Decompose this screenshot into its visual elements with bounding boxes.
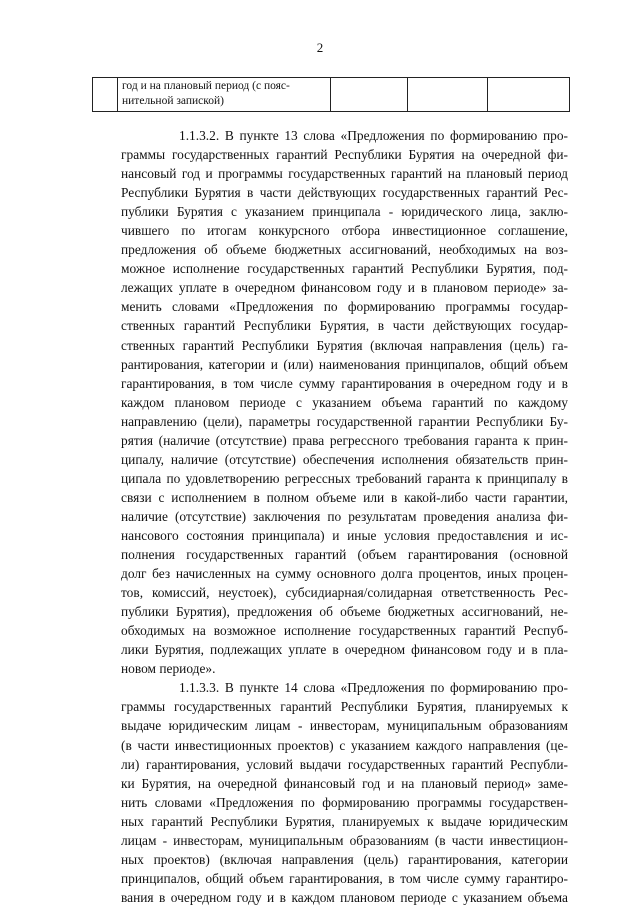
- text-line: ных гарантий Республики Бурятия, планируемых к выдаче юридическим: [121, 813, 568, 829]
- text-line: каждом плановом периоде с указанием объема гарантий по каждому: [121, 394, 568, 410]
- text-line: можное исполнение государственных гарантий Республики Бурятия, под-: [121, 261, 568, 277]
- text-line: принципалов, общий объем гарантирования, в том числе сумму гарантиро-: [121, 870, 568, 886]
- text-line: ципалу, наличие (отсутствие) обеспечения исполнения обязательств прин-: [121, 451, 568, 467]
- text-line: менить словами «Предложения по формированию программы государ-: [121, 299, 568, 315]
- document-body: [121, 126, 568, 907]
- text-line: направлению (цели), параметры государственной гарантии Республики Бу-: [121, 413, 568, 429]
- text-line: нансового состояния принципала) и иные условия предоставлєния и ис-: [121, 527, 568, 543]
- text-line: ки Бурятия, на очередной финансовый год и на плановый период» заме-: [121, 775, 568, 791]
- text-line: нить словами «Предложения по формированию программы государствен-: [121, 794, 568, 810]
- text-line: 1.1.3.2. В пункте 13 слова «Предложения по формированию про-: [179, 128, 568, 143]
- text-line: публики Бурятия), предложения об объеме бюджетных ассигнований, не-: [121, 604, 568, 620]
- table-cell: [331, 78, 408, 112]
- text-line: граммы государственных гарантий Республики Бурятия, планируемых к: [121, 699, 568, 715]
- text-line: рантирования, категории и (или) наименования принципалов, общий объем: [121, 356, 568, 372]
- text-line: 1.1.3.3. В пункте 14 слова «Предложения по формированию про-: [179, 680, 568, 696]
- text-line: наличие (отсутствие) заключения по результатам проведения анализа фи-: [121, 508, 568, 524]
- text-line: выдаче юридическим лицам - инвесторам, муниципальным образованиям: [121, 718, 568, 734]
- text-line: вания в очередном году и в каждом плановом периоде с указанием объема: [121, 889, 568, 905]
- text-line: лежащих уплате в очередном финансовом году и в плановом периоде» за-: [121, 280, 568, 296]
- text-line: ственных гарантий Республики Бурятия, в части действующих государ-: [121, 318, 568, 334]
- text-line: Республики Бурятия в части действующих государственных гарантий Рес-: [121, 185, 568, 201]
- text-line: связи с исполнением в полном объеме или в какой-либо части гарантии,: [121, 489, 568, 505]
- table-row: [93, 78, 570, 112]
- text-line: предложения об объеме бюджетных ассигнований, необходимых на воз-: [121, 242, 568, 258]
- text-line: чившего по итогам конкурсного отбора инвестиционное соглашение,: [121, 223, 568, 239]
- text-line: граммы государственных гарантий Республики Бурятия на очередной фи-: [121, 147, 568, 163]
- text-line: гарантирования, в том числе сумму гарантирования в очередном году и в: [121, 375, 568, 391]
- text-line: ных проектов) (включая направления (цель) гарантирования, категории: [121, 851, 568, 867]
- text-line: ли) гарантирования, условий выдачи государственных гарантий Республи-: [121, 756, 568, 772]
- text-line: рятия (наличие (отсутствие) права регрессного требования гаранта к прин-: [121, 432, 568, 448]
- text-line: лицам - инвесторам, муниципальным образованиям (в части инвестицион-: [121, 832, 568, 848]
- table-cell: [408, 78, 488, 112]
- text-line: лики Бурятия, подлежащих уплате в очередном финансовом году и в пла-: [121, 642, 568, 658]
- table-cell: [93, 78, 118, 112]
- text-line: нансовый год и программы государственных гарантий на плановый период: [121, 166, 568, 182]
- text-line: публики Бурятия с указанием принципала - юридического лица, заклю-: [121, 204, 568, 220]
- text-line: тов, комиссий, неустоек), субсидиарная/солидарная ответственность Рес-: [121, 585, 568, 601]
- text-line: ципала по удовлетворению регрессных требований гаранта к принципалу в: [121, 470, 568, 486]
- text-line: ственных гарантий Республики Бурятия (включая направления (цель) га-: [121, 337, 568, 353]
- table-cell: год и на плановый период (с пояс- нительной запиской): [118, 78, 331, 112]
- table-cell: [488, 78, 570, 112]
- text-line: (в части инвестиционных проектов) с указанием каждого направления (це-: [121, 737, 568, 753]
- paragraph: [121, 678, 568, 907]
- text-line: полнения государственных гарантий (объем гарантирования (основной: [121, 547, 568, 563]
- text-line: новом периоде».: [121, 661, 216, 677]
- table-fragment: [92, 77, 570, 112]
- page-number: 2: [316, 40, 324, 55]
- text-line: обходимых на возможное исполнение государственных гарантий Респуб-: [121, 623, 568, 639]
- text-line: долг без начисленных на сумму основного долга процентов, иных процен-: [121, 566, 568, 582]
- paragraph: [121, 126, 568, 678]
